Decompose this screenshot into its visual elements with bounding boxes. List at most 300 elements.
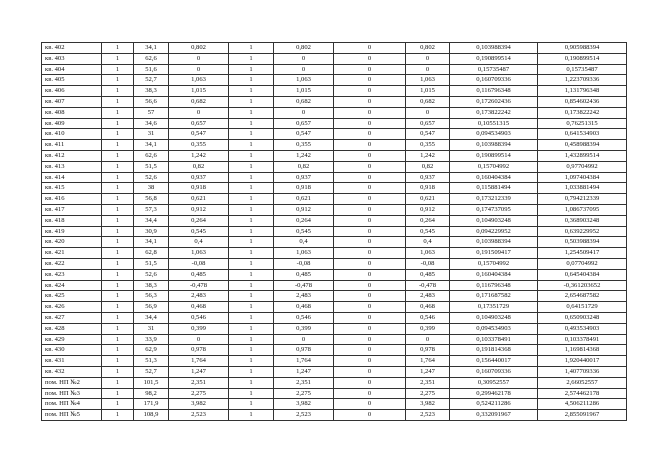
cell-value-d: 1,247 bbox=[406, 366, 450, 377]
cell-value-a: 3,982 bbox=[169, 399, 229, 410]
cell-coefficient: 1 bbox=[229, 215, 274, 226]
cell-total: 1,223709336 bbox=[538, 75, 627, 86]
cell-area: 38,3 bbox=[134, 280, 169, 291]
table-row bbox=[42, 107, 627, 118]
table-row bbox=[42, 183, 627, 194]
cell-value-a: 0 bbox=[169, 64, 229, 75]
cell-value-e: 0,15704992 bbox=[450, 161, 538, 172]
cell-value-c: 0 bbox=[334, 269, 406, 280]
cell-total: 0,854602436 bbox=[538, 96, 627, 107]
cell-value-a: 0 bbox=[169, 107, 229, 118]
cell-area: 52,6 bbox=[134, 269, 169, 280]
cell-unit-name: кв. 415 bbox=[42, 183, 102, 194]
table-row bbox=[42, 75, 627, 86]
cell-unit-name: кв. 430 bbox=[42, 345, 102, 356]
cell-quantity: 1 bbox=[102, 226, 134, 237]
table-row bbox=[42, 118, 627, 129]
cell-unit-name: кв. 428 bbox=[42, 323, 102, 334]
cell-value-d: 2,351 bbox=[406, 377, 450, 388]
cell-value-e: 0,116796348 bbox=[450, 280, 538, 291]
cell-value-a: 0 bbox=[169, 334, 229, 345]
cell-area: 34,4 bbox=[134, 312, 169, 323]
cell-value-b: 0,937 bbox=[274, 172, 334, 183]
cell-unit-name: кв. 414 bbox=[42, 172, 102, 183]
cell-unit-name: кв. 431 bbox=[42, 356, 102, 367]
cell-value-d: 0 bbox=[406, 64, 450, 75]
cell-coefficient: 1 bbox=[229, 334, 274, 345]
cell-value-d: 0,4 bbox=[406, 237, 450, 248]
cell-total: -0,361203652 bbox=[538, 280, 627, 291]
cell-value-c: 0 bbox=[334, 399, 406, 410]
cell-quantity: 1 bbox=[102, 399, 134, 410]
cell-total: 0,645404384 bbox=[538, 269, 627, 280]
cell-area: 38,3 bbox=[134, 86, 169, 97]
cell-coefficient: 1 bbox=[229, 129, 274, 140]
cell-quantity: 1 bbox=[102, 237, 134, 248]
table-row bbox=[42, 140, 627, 151]
cell-value-e: 0,191509417 bbox=[450, 248, 538, 259]
cell-value-a: 0 bbox=[169, 53, 229, 64]
cell-unit-name: кв. 404 bbox=[42, 64, 102, 75]
cell-coefficient: 1 bbox=[229, 323, 274, 334]
cell-unit-name: кв. 432 bbox=[42, 366, 102, 377]
cell-value-a: -0,08 bbox=[169, 258, 229, 269]
cell-coefficient: 1 bbox=[229, 96, 274, 107]
cell-quantity: 1 bbox=[102, 366, 134, 377]
cell-unit-name: кв. 408 bbox=[42, 107, 102, 118]
table-row bbox=[42, 96, 627, 107]
cell-total: 2,66052557 bbox=[538, 377, 627, 388]
cell-value-b: 0,978 bbox=[274, 345, 334, 356]
cell-value-b: 1,015 bbox=[274, 86, 334, 97]
table-row bbox=[42, 366, 627, 377]
cell-value-e: 0,10551315 bbox=[450, 118, 538, 129]
table-row bbox=[42, 258, 627, 269]
cell-unit-name: кв. 425 bbox=[42, 291, 102, 302]
cell-value-e: 0,115881494 bbox=[450, 183, 538, 194]
cell-value-e: 0,171687582 bbox=[450, 291, 538, 302]
cell-value-e: 0,160404384 bbox=[450, 172, 538, 183]
cell-total: 1,086737095 bbox=[538, 204, 627, 215]
cell-value-c: 0 bbox=[334, 150, 406, 161]
table-row bbox=[42, 64, 627, 75]
cell-quantity: 1 bbox=[102, 43, 134, 54]
cell-quantity: 1 bbox=[102, 183, 134, 194]
cell-value-c: 0 bbox=[334, 140, 406, 151]
cell-value-c: 0 bbox=[334, 204, 406, 215]
cell-quantity: 1 bbox=[102, 129, 134, 140]
cell-value-d: 0,545 bbox=[406, 226, 450, 237]
table-row bbox=[42, 377, 627, 388]
cell-value-c: 0 bbox=[334, 96, 406, 107]
cell-coefficient: 1 bbox=[229, 64, 274, 75]
cell-area: 101,5 bbox=[134, 377, 169, 388]
cell-value-a: 0,657 bbox=[169, 118, 229, 129]
cell-unit-name: кв. 406 bbox=[42, 86, 102, 97]
cell-value-a: 0,82 bbox=[169, 161, 229, 172]
cell-coefficient: 1 bbox=[229, 280, 274, 291]
cell-area: 62,6 bbox=[134, 53, 169, 64]
cell-total: 2,855091967 bbox=[538, 410, 627, 421]
cell-value-d: 3,982 bbox=[406, 399, 450, 410]
cell-area: 51,3 bbox=[134, 356, 169, 367]
cell-value-a: 0,682 bbox=[169, 96, 229, 107]
cell-value-d: 0 bbox=[406, 334, 450, 345]
cell-total: 0,76251315 bbox=[538, 118, 627, 129]
cell-value-b: 1,063 bbox=[274, 75, 334, 86]
cell-value-c: 0 bbox=[334, 215, 406, 226]
cell-value-d: 0,468 bbox=[406, 302, 450, 313]
cell-value-b: 1,764 bbox=[274, 356, 334, 367]
cell-value-b: 2,275 bbox=[274, 388, 334, 399]
cell-total: 0,905988394 bbox=[538, 43, 627, 54]
cell-unit-name: кв. 412 bbox=[42, 150, 102, 161]
cell-area: 57 bbox=[134, 107, 169, 118]
cell-value-a: 1,063 bbox=[169, 248, 229, 259]
cell-unit-name: кв. 410 bbox=[42, 129, 102, 140]
cell-value-a: 1,063 bbox=[169, 75, 229, 86]
cell-value-c: 0 bbox=[334, 280, 406, 291]
cell-area: 34,6 bbox=[134, 118, 169, 129]
data-table bbox=[41, 42, 627, 421]
cell-area: 62,6 bbox=[134, 150, 169, 161]
cell-unit-name: пом. НП №4 bbox=[42, 399, 102, 410]
cell-value-a: 0,621 bbox=[169, 194, 229, 205]
cell-value-d: 1,063 bbox=[406, 248, 450, 259]
cell-coefficient: 1 bbox=[229, 140, 274, 151]
cell-coefficient: 1 bbox=[229, 258, 274, 269]
cell-unit-name: кв. 413 bbox=[42, 161, 102, 172]
cell-value-c: 0 bbox=[334, 366, 406, 377]
cell-total: 1,033881494 bbox=[538, 183, 627, 194]
cell-value-c: 0 bbox=[334, 323, 406, 334]
cell-value-d: 1,063 bbox=[406, 75, 450, 86]
cell-value-c: 0 bbox=[334, 377, 406, 388]
cell-value-d: 0,912 bbox=[406, 204, 450, 215]
cell-value-d: -0,478 bbox=[406, 280, 450, 291]
cell-coefficient: 1 bbox=[229, 248, 274, 259]
cell-value-b: 0,545 bbox=[274, 226, 334, 237]
cell-value-a: 0,264 bbox=[169, 215, 229, 226]
cell-quantity: 1 bbox=[102, 323, 134, 334]
cell-total: 1,920440017 bbox=[538, 356, 627, 367]
cell-value-e: 0,094534903 bbox=[450, 129, 538, 140]
cell-value-e: 0,17351729 bbox=[450, 302, 538, 313]
cell-coefficient: 1 bbox=[229, 226, 274, 237]
cell-quantity: 1 bbox=[102, 161, 134, 172]
cell-value-e: 0,15735487 bbox=[450, 64, 538, 75]
cell-unit-name: пом. НП №2 bbox=[42, 377, 102, 388]
cell-total: 0,650903248 bbox=[538, 312, 627, 323]
cell-value-c: 0 bbox=[334, 248, 406, 259]
cell-value-e: 0,103378491 bbox=[450, 334, 538, 345]
cell-area: 56,6 bbox=[134, 96, 169, 107]
cell-value-e: 0,103988394 bbox=[450, 43, 538, 54]
cell-value-a: 0,802 bbox=[169, 43, 229, 54]
cell-value-a: 1,764 bbox=[169, 356, 229, 367]
cell-area: 31 bbox=[134, 323, 169, 334]
cell-value-d: 1,242 bbox=[406, 150, 450, 161]
cell-unit-name: кв. 423 bbox=[42, 269, 102, 280]
cell-unit-name: кв. 421 bbox=[42, 248, 102, 259]
table-row bbox=[42, 226, 627, 237]
cell-quantity: 1 bbox=[102, 75, 134, 86]
cell-value-d: 1,015 bbox=[406, 86, 450, 97]
cell-value-e: 0,30952557 bbox=[450, 377, 538, 388]
cell-value-d: -0,08 bbox=[406, 258, 450, 269]
cell-total: 1,131796348 bbox=[538, 86, 627, 97]
cell-total: 0,103378491 bbox=[538, 334, 627, 345]
table-row bbox=[42, 269, 627, 280]
cell-unit-name: кв. 417 bbox=[42, 204, 102, 215]
cell-area: 171,9 bbox=[134, 399, 169, 410]
cell-value-c: 0 bbox=[334, 172, 406, 183]
cell-area: 56,8 bbox=[134, 194, 169, 205]
cell-total: 0,15735487 bbox=[538, 64, 627, 75]
cell-quantity: 1 bbox=[102, 248, 134, 259]
cell-value-e: 0,299462178 bbox=[450, 388, 538, 399]
cell-value-a: 0,547 bbox=[169, 129, 229, 140]
cell-unit-name: кв. 418 bbox=[42, 215, 102, 226]
cell-value-b: -0,478 bbox=[274, 280, 334, 291]
cell-total: 1,097404384 bbox=[538, 172, 627, 183]
cell-value-c: 0 bbox=[334, 64, 406, 75]
cell-coefficient: 1 bbox=[229, 410, 274, 421]
cell-coefficient: 1 bbox=[229, 75, 274, 86]
table-row bbox=[42, 86, 627, 97]
cell-total: 0,639229952 bbox=[538, 226, 627, 237]
table-row bbox=[42, 302, 627, 313]
cell-value-d: 0,264 bbox=[406, 215, 450, 226]
cell-value-e: 0,160709336 bbox=[450, 75, 538, 86]
cell-quantity: 1 bbox=[102, 215, 134, 226]
cell-value-d: 0 bbox=[406, 53, 450, 64]
table-row bbox=[42, 53, 627, 64]
cell-total: 0,503988394 bbox=[538, 237, 627, 248]
cell-value-a: 0,978 bbox=[169, 345, 229, 356]
cell-total: 0,173822242 bbox=[538, 107, 627, 118]
cell-coefficient: 1 bbox=[229, 377, 274, 388]
cell-coefficient: 1 bbox=[229, 86, 274, 97]
cell-unit-name: кв. 405 bbox=[42, 75, 102, 86]
cell-value-b: 0,82 bbox=[274, 161, 334, 172]
cell-value-e: 0,160709336 bbox=[450, 366, 538, 377]
cell-unit-name: кв. 420 bbox=[42, 237, 102, 248]
cell-value-e: 0,191814368 bbox=[450, 345, 538, 356]
cell-value-c: 0 bbox=[334, 312, 406, 323]
cell-coefficient: 1 bbox=[229, 302, 274, 313]
cell-unit-name: кв. 427 bbox=[42, 312, 102, 323]
cell-unit-name: кв. 403 bbox=[42, 53, 102, 64]
cell-value-e: 0,190899514 bbox=[450, 150, 538, 161]
cell-area: 57,3 bbox=[134, 204, 169, 215]
cell-area: 52,7 bbox=[134, 366, 169, 377]
table-row bbox=[42, 410, 627, 421]
cell-quantity: 1 bbox=[102, 96, 134, 107]
cell-value-c: 0 bbox=[334, 183, 406, 194]
cell-area: 62,8 bbox=[134, 248, 169, 259]
cell-value-d: 0,802 bbox=[406, 43, 450, 54]
cell-total: 0,97704992 bbox=[538, 161, 627, 172]
cell-value-a: 0,399 bbox=[169, 323, 229, 334]
cell-value-c: 0 bbox=[334, 356, 406, 367]
cell-area: 31 bbox=[134, 129, 169, 140]
cell-total: 0,190899514 bbox=[538, 53, 627, 64]
cell-value-c: 0 bbox=[334, 118, 406, 129]
cell-value-a: 2,483 bbox=[169, 291, 229, 302]
cell-quantity: 1 bbox=[102, 194, 134, 205]
cell-value-b: 2,483 bbox=[274, 291, 334, 302]
cell-quantity: 1 bbox=[102, 312, 134, 323]
cell-quantity: 1 bbox=[102, 269, 134, 280]
cell-quantity: 1 bbox=[102, 388, 134, 399]
cell-value-d: 0,82 bbox=[406, 161, 450, 172]
cell-area: 56,9 bbox=[134, 302, 169, 313]
table-row bbox=[42, 215, 627, 226]
cell-area: 51,5 bbox=[134, 161, 169, 172]
cell-quantity: 1 bbox=[102, 334, 134, 345]
cell-value-d: 0,682 bbox=[406, 96, 450, 107]
table-row bbox=[42, 43, 627, 54]
cell-value-b: 0,485 bbox=[274, 269, 334, 280]
cell-value-d: 0,937 bbox=[406, 172, 450, 183]
cell-value-e: 0,15704992 bbox=[450, 258, 538, 269]
cell-value-d: 2,523 bbox=[406, 410, 450, 421]
table-row bbox=[42, 161, 627, 172]
cell-value-c: 0 bbox=[334, 75, 406, 86]
cell-value-e: 0,156440017 bbox=[450, 356, 538, 367]
cell-value-b: 0 bbox=[274, 53, 334, 64]
cell-value-b: 0,682 bbox=[274, 96, 334, 107]
cell-value-b: 0,918 bbox=[274, 183, 334, 194]
cell-area: 56,3 bbox=[134, 291, 169, 302]
cell-value-c: 0 bbox=[334, 43, 406, 54]
cell-value-a: 0,937 bbox=[169, 172, 229, 183]
table-row bbox=[42, 248, 627, 259]
cell-value-c: 0 bbox=[334, 237, 406, 248]
data-sheet bbox=[41, 42, 626, 421]
cell-value-a: 2,351 bbox=[169, 377, 229, 388]
table-row bbox=[42, 280, 627, 291]
cell-value-d: 2,275 bbox=[406, 388, 450, 399]
cell-area: 34,1 bbox=[134, 237, 169, 248]
cell-total: 0,794212339 bbox=[538, 194, 627, 205]
cell-value-d: 0,547 bbox=[406, 129, 450, 140]
cell-total: 0,07704992 bbox=[538, 258, 627, 269]
table-row bbox=[42, 237, 627, 248]
cell-value-b: 0,802 bbox=[274, 43, 334, 54]
cell-coefficient: 1 bbox=[229, 107, 274, 118]
cell-unit-name: кв. 424 bbox=[42, 280, 102, 291]
cell-value-a: 0,4 bbox=[169, 237, 229, 248]
cell-quantity: 1 bbox=[102, 150, 134, 161]
cell-total: 0,368903248 bbox=[538, 215, 627, 226]
table-row bbox=[42, 150, 627, 161]
cell-value-e: 0,094229952 bbox=[450, 226, 538, 237]
cell-value-b: 0,621 bbox=[274, 194, 334, 205]
cell-coefficient: 1 bbox=[229, 161, 274, 172]
cell-value-c: 0 bbox=[334, 86, 406, 97]
cell-value-e: 0,104903248 bbox=[450, 312, 538, 323]
cell-quantity: 1 bbox=[102, 377, 134, 388]
cell-value-b: 0 bbox=[274, 334, 334, 345]
cell-value-b: 1,242 bbox=[274, 150, 334, 161]
table-body bbox=[42, 43, 627, 421]
table-row bbox=[42, 356, 627, 367]
cell-total: 0,493534903 bbox=[538, 323, 627, 334]
cell-area: 62,9 bbox=[134, 345, 169, 356]
cell-value-c: 0 bbox=[334, 388, 406, 399]
cell-value-d: 0 bbox=[406, 107, 450, 118]
cell-coefficient: 1 bbox=[229, 150, 274, 161]
cell-unit-name: кв. 416 bbox=[42, 194, 102, 205]
cell-unit-name: пом. НП №3 bbox=[42, 388, 102, 399]
cell-area: 52,7 bbox=[134, 75, 169, 86]
cell-value-c: 0 bbox=[334, 334, 406, 345]
cell-total: 0,641534903 bbox=[538, 129, 627, 140]
cell-coefficient: 1 bbox=[229, 194, 274, 205]
cell-value-b: 0 bbox=[274, 107, 334, 118]
cell-value-e: 0,160404384 bbox=[450, 269, 538, 280]
cell-value-e: 0,173822242 bbox=[450, 107, 538, 118]
cell-value-c: 0 bbox=[334, 161, 406, 172]
cell-value-b: 0,468 bbox=[274, 302, 334, 313]
cell-area: 51,5 bbox=[134, 258, 169, 269]
cell-total: 1,254509417 bbox=[538, 248, 627, 259]
cell-coefficient: 1 bbox=[229, 291, 274, 302]
cell-value-d: 0,657 bbox=[406, 118, 450, 129]
cell-quantity: 1 bbox=[102, 280, 134, 291]
cell-area: 33,9 bbox=[134, 334, 169, 345]
cell-unit-name: кв. 429 bbox=[42, 334, 102, 345]
cell-value-e: 0,190899514 bbox=[450, 53, 538, 64]
cell-value-b: 0,546 bbox=[274, 312, 334, 323]
cell-coefficient: 1 bbox=[229, 118, 274, 129]
cell-unit-name: кв. 419 bbox=[42, 226, 102, 237]
cell-unit-name: пом. НП №5 bbox=[42, 410, 102, 421]
cell-value-d: 0,918 bbox=[406, 183, 450, 194]
cell-value-e: 0,332091967 bbox=[450, 410, 538, 421]
cell-coefficient: 1 bbox=[229, 204, 274, 215]
cell-value-e: 0,103988394 bbox=[450, 237, 538, 248]
cell-value-b: 2,351 bbox=[274, 377, 334, 388]
cell-total: 1,432899514 bbox=[538, 150, 627, 161]
cell-value-d: 0,399 bbox=[406, 323, 450, 334]
cell-unit-name: кв. 407 bbox=[42, 96, 102, 107]
cell-quantity: 1 bbox=[102, 356, 134, 367]
cell-quantity: 1 bbox=[102, 204, 134, 215]
table-row bbox=[42, 345, 627, 356]
cell-quantity: 1 bbox=[102, 172, 134, 183]
cell-value-d: 0,485 bbox=[406, 269, 450, 280]
cell-total: 0,458988394 bbox=[538, 140, 627, 151]
cell-value-e: 0,103988394 bbox=[450, 140, 538, 151]
table-row bbox=[42, 334, 627, 345]
cell-value-c: 0 bbox=[334, 53, 406, 64]
cell-coefficient: 1 bbox=[229, 269, 274, 280]
cell-value-b: 0,355 bbox=[274, 140, 334, 151]
cell-value-a: 1,015 bbox=[169, 86, 229, 97]
cell-quantity: 1 bbox=[102, 53, 134, 64]
cell-value-d: 0,978 bbox=[406, 345, 450, 356]
cell-area: 98,2 bbox=[134, 388, 169, 399]
cell-value-b: 0,912 bbox=[274, 204, 334, 215]
cell-coefficient: 1 bbox=[229, 237, 274, 248]
cell-area: 30,9 bbox=[134, 226, 169, 237]
cell-coefficient: 1 bbox=[229, 345, 274, 356]
cell-value-a: 1,242 bbox=[169, 150, 229, 161]
cell-value-d: 2,483 bbox=[406, 291, 450, 302]
